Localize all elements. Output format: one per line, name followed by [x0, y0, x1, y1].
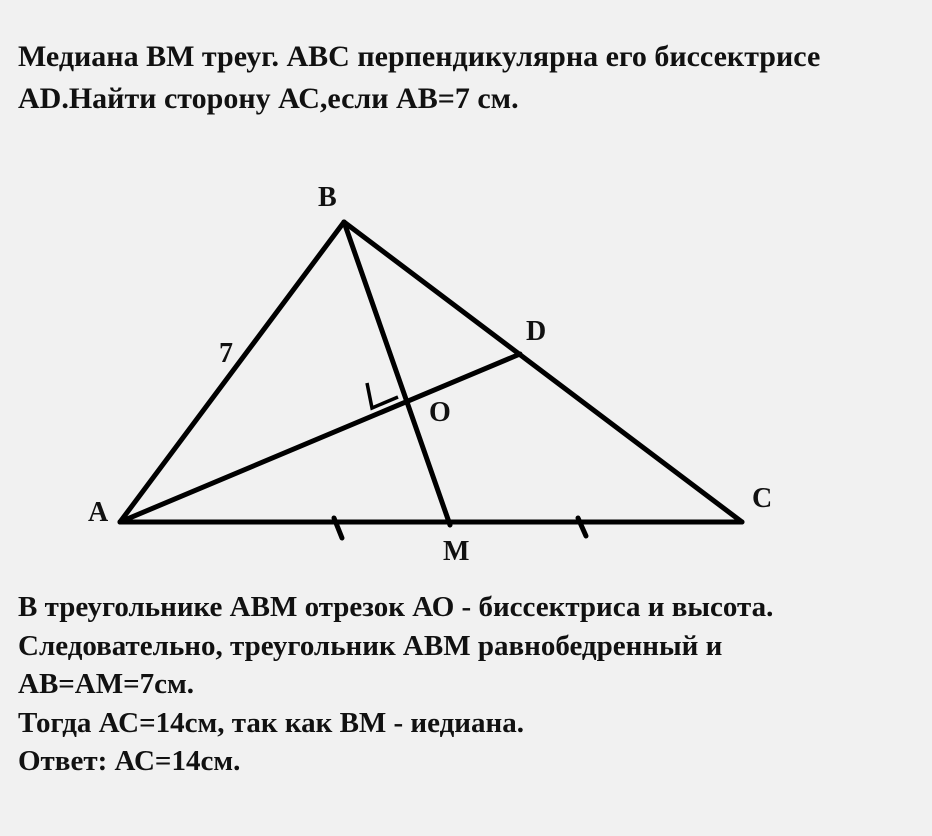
solution-text — [18, 588, 918, 781]
label-D: D — [526, 316, 547, 347]
label-M: M — [443, 536, 470, 567]
problem-line-2: AD.Найти сторону АС,если АВ=7 см. — [18, 82, 519, 115]
solution-line-4: Тогда АС=14см, так как ВМ - иедиана. — [18, 706, 524, 739]
median-BM — [344, 222, 450, 525]
solution-line-3: АВ=АМ=7см. — [18, 668, 195, 700]
solution-line-2: Следовательно, треугольник АВМ равнобедренный и — [18, 629, 723, 662]
label-B: B — [318, 182, 337, 213]
solution-line-1: В треугольнике АВМ отрезок АО - биссектриса и высота. — [18, 591, 774, 623]
solution-answer: Ответ: АС=14см. — [18, 745, 241, 777]
problem-line-1: Медиана ВМ треуг. АВС перпендикулярна его биссектрисе — [18, 40, 821, 73]
label-A: A — [88, 497, 109, 528]
label-C: C — [752, 483, 773, 514]
side-BC — [344, 222, 742, 522]
label-O: O — [429, 397, 451, 428]
label-side-AB-length: 7 — [219, 338, 233, 369]
right-angle-mark — [367, 383, 398, 408]
